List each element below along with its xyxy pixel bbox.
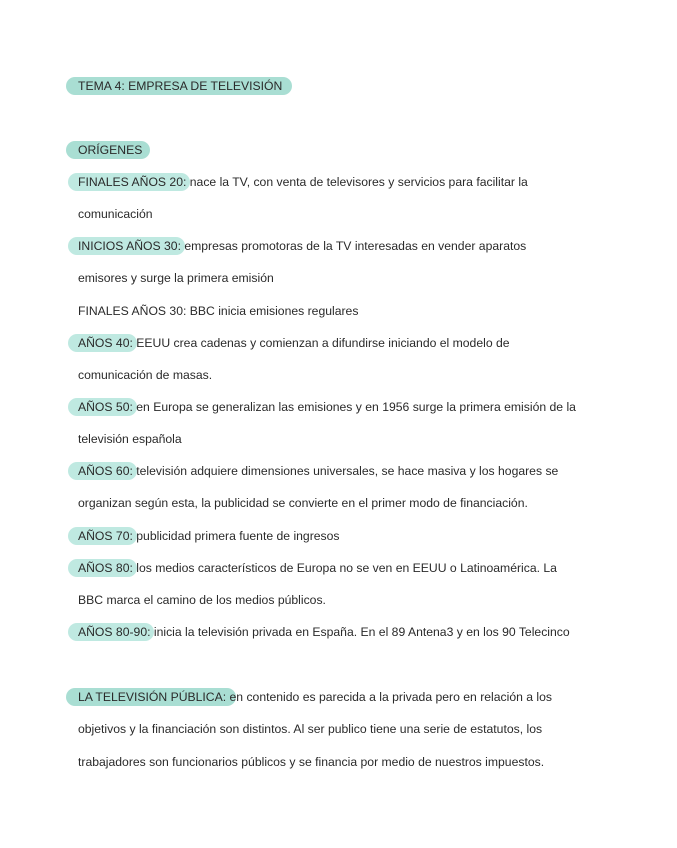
entry-line (78, 527, 340, 545)
entry-label: FINALES AÑOS 20: (78, 175, 187, 189)
origins-highlight: ORÍGENES (78, 143, 143, 157)
entry-label: AÑOS 50: (78, 400, 133, 414)
public-tv-continuation: objetivos y la financiación son distintos. Al ser publico tiene una serie de estatutos, los (78, 722, 543, 736)
public-tv-label: LA TELEVISIÓN PÚBLICA: (78, 690, 227, 704)
entry-label: AÑOS 40: (78, 336, 133, 350)
public-tv-line (78, 688, 552, 706)
entry-text: nace la TV, con venta de televisores y servicios para facilitar la (186, 175, 528, 189)
entry-line (78, 334, 510, 352)
entry-continuation: emisores y surge la primera emisión (78, 271, 274, 285)
entry-continuation: BBC marca el camino de los medios públicos. (78, 593, 326, 607)
entry-label: INICIOS AÑOS 30: (78, 239, 181, 253)
entry-continuation: televisión española (78, 432, 182, 446)
entry-line (78, 398, 576, 416)
entry-text: empresas promotoras de la TV interesadas en vender aparatos (180, 239, 527, 253)
entry-continuation: comunicación (78, 207, 153, 221)
entry-label: AÑOS 70: (78, 529, 133, 543)
entry-text: publicidad primera fuente de ingresos (132, 529, 340, 543)
entry-text: televisión adquiere dimensiones universales, se hace masiva y los hogares se (132, 464, 559, 478)
entry-text: los medios característicos de Europa no se ven en EEUU o Latinoamérica. La (132, 561, 557, 575)
entry-label: AÑOS 80-90: (78, 625, 151, 639)
entry-continuation: organizan según esta, la publicidad se convierte en el primer modo de financiación. (78, 496, 528, 510)
entry-line (78, 237, 526, 255)
entry-line (78, 462, 558, 480)
entry-text: inicia la televisión privada en España. En el 89 Antena3 y en los 90 Telecinco (150, 625, 570, 639)
entry-line (78, 559, 557, 577)
entry-line (78, 623, 570, 641)
entry-continuation: comunicación de masas. (78, 368, 213, 382)
entry-text: en Europa se generalizan las emisiones y en 1956 surge la primera emisión de la (132, 400, 576, 414)
entry-label: AÑOS 60: (78, 464, 133, 478)
origins-heading (78, 141, 142, 159)
entry-label: AÑOS 80: (78, 561, 133, 575)
entry-line (78, 173, 528, 191)
entry-plain: FINALES AÑOS 30: BBC inicia emisiones regulares (78, 304, 359, 318)
public-tv-text: en contenido es parecida a la privada pero en relación a los (226, 690, 553, 704)
title-highlight: TEMA 4: EMPRESA DE TELEVISIÓN (78, 79, 283, 93)
entry-text: EEUU crea cadenas y comienzan a difundirse iniciando el modelo de (132, 336, 510, 350)
document-title (78, 77, 282, 95)
public-tv-continuation: trabajadores son funcionarios públicos y se financia por medio de nuestros impuestos. (78, 755, 545, 769)
